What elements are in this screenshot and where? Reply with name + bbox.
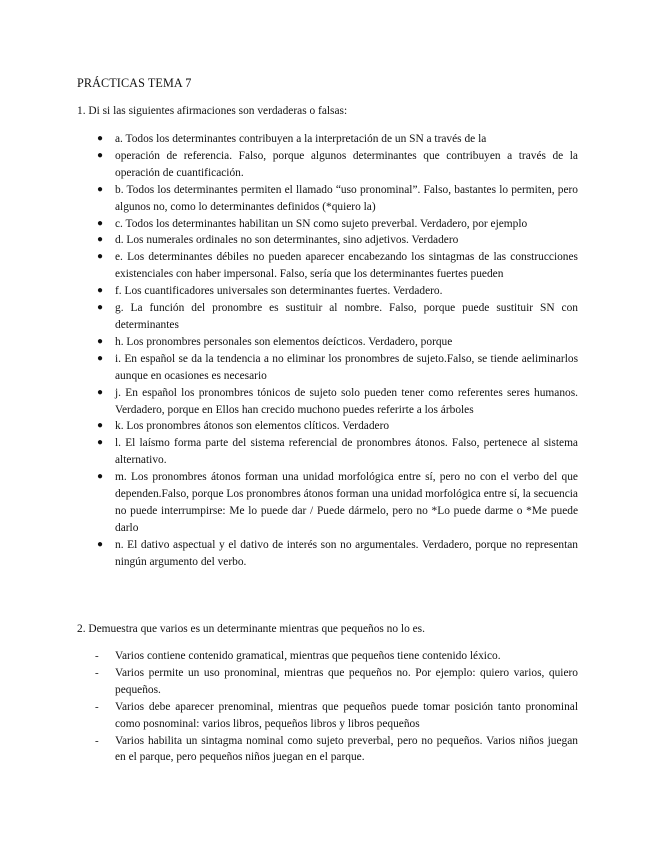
bullet-icon: ● bbox=[97, 420, 104, 432]
list-item bbox=[0, 537, 578, 571]
answer-text: Varios habilita un sintagma nominal como sujeto preverbal, pero no pequeños. Varios niños juegan en el parque, pero pequeños niños juegan en el parque. bbox=[115, 734, 578, 764]
bullet-icon: ● bbox=[97, 538, 104, 550]
list-item bbox=[0, 469, 578, 537]
list-item bbox=[0, 385, 578, 419]
statement-text: a. Todos los determinantes contribuyen a la interpretación de un SN a través de la bbox=[115, 133, 487, 145]
list-item bbox=[0, 435, 578, 469]
list-item bbox=[0, 232, 578, 249]
list-item bbox=[0, 699, 578, 733]
bullet-icon: ● bbox=[97, 133, 104, 144]
statement-text: m. Los pronombres átonos forman una unidad morfológica entre sí, pero no con el verbo del que dependen.Falso, porque Los pronombres átonos forman una unidad morfológica entre sí, la secuencia no puede interrumpirse: Me lo puede dar / Puede dármelo, pero no *Lo puede darme o *Me puede darlo bbox=[115, 471, 578, 534]
list-item bbox=[0, 300, 578, 334]
bullet-icon: ● bbox=[97, 217, 104, 229]
list-item bbox=[0, 733, 578, 767]
bullet-icon: ● bbox=[97, 471, 104, 483]
statement-text: n. El dativo aspectual y el dativo de interés son no argumentales. Verdadero, porque no representan ningún argumento del verbo. bbox=[115, 538, 578, 568]
answer-text: Varios permite un uso pronominal, mientras que pequeños no. Por ejemplo: quiero varios, quiero pequeños. bbox=[115, 666, 578, 696]
statement-text: f. Los cuantificadores universales son determinantes fuertes. Verdadero. bbox=[115, 285, 443, 298]
list-item bbox=[0, 351, 578, 385]
list-item bbox=[0, 283, 578, 300]
list-item bbox=[0, 648, 578, 665]
statement-text: d. Los numerales ordinales no son determinantes, sino adjetivos. Verdadero bbox=[115, 234, 459, 247]
statement-text: b. Todos los determinantes permiten el llamado “uso pronominal”. Falso, bastantes lo permiten, pero algunos no, como lo determinantes definidos (*quiero la) bbox=[115, 183, 578, 213]
dash-icon: - bbox=[95, 700, 99, 713]
statement-text: j. En español los pronombres tónicos de sujeto solo pueden tener como referentes seres humanos. Verdadero, porque en Ellos han crecido muchono puedes referirte a los árboles bbox=[115, 386, 578, 416]
bullet-icon: ● bbox=[97, 183, 104, 195]
statement-text: c. Todos los determinantes habilitan un SN como sujeto preverbal. Verdadero, por ejemplo bbox=[115, 217, 528, 230]
bullet-icon: ● bbox=[97, 437, 104, 449]
statement-text: i. En español se da la tendencia a no eliminar los pronombres de sujeto.Falso, se tiende aeliminarlos aunque en ocasiones es necesario bbox=[115, 352, 578, 382]
bullet-icon: ● bbox=[97, 352, 104, 364]
statement-text: g. La función del pronombre es sustituir al nombre. Falso, porque puede sustituir SN con determinantes bbox=[115, 302, 578, 331]
bullet-icon: ● bbox=[97, 251, 104, 263]
statement-text: operación de referencia. Falso, porque algunos determinantes que contribuyen a través de la operación de cuantificación. bbox=[115, 149, 578, 179]
page-title: PRÁCTICAS TEMA 7 bbox=[77, 76, 192, 90]
bullet-icon: ● bbox=[97, 302, 104, 314]
answer-list bbox=[0, 648, 578, 766]
list-item bbox=[0, 148, 578, 182]
dash-icon: - bbox=[95, 650, 99, 662]
statement-text: k. Los pronombres átonos son elementos clíticos. Verdadero bbox=[115, 420, 390, 433]
answer-text: Varios debe aparecer prenominal, mientras que pequeños puede tomar posición tanto pronominal como posnominal: varios libros, pequeños libros y libros pequeños bbox=[115, 700, 578, 730]
list-item bbox=[0, 334, 578, 351]
bullet-icon: ● bbox=[97, 335, 104, 347]
bullet-icon: ● bbox=[97, 285, 104, 297]
list-item bbox=[0, 665, 578, 699]
statement-text: e. Los determinantes débiles no pueden aparecer encabezando los sintagmas de las construcciones existenciales con haber impersonal. Falso, sería que los determinantes fuertes pueden bbox=[115, 251, 578, 281]
bullet-icon: ● bbox=[97, 386, 104, 398]
list-item bbox=[0, 249, 578, 283]
list-item bbox=[0, 182, 578, 216]
list-item bbox=[0, 216, 578, 233]
question-1-heading: 1. Di si las siguientes afirmaciones son verdaderas o falsas: bbox=[77, 105, 348, 117]
statement-list bbox=[0, 131, 578, 571]
statement-text: h. Los pronombres personales son elementos deícticos. Verdadero, porque bbox=[115, 335, 453, 348]
bullet-icon: ● bbox=[97, 234, 104, 246]
statement-text: l. El laísmo forma parte del sistema referencial de pronombres átonos. Falso, pertenece al sistema alternativo. bbox=[115, 437, 578, 467]
bullet-icon: ● bbox=[97, 149, 104, 161]
list-item bbox=[0, 418, 578, 435]
question-2-heading: 2. Demuestra que varios es un determinante mientras que pequeños no lo es. bbox=[77, 623, 425, 635]
list-item bbox=[0, 131, 578, 148]
dash-icon: - bbox=[95, 734, 99, 747]
dash-icon: - bbox=[95, 666, 99, 679]
answer-text: Varios contiene contenido gramatical, mientras que pequeños tiene contenido léxico. bbox=[115, 650, 501, 662]
